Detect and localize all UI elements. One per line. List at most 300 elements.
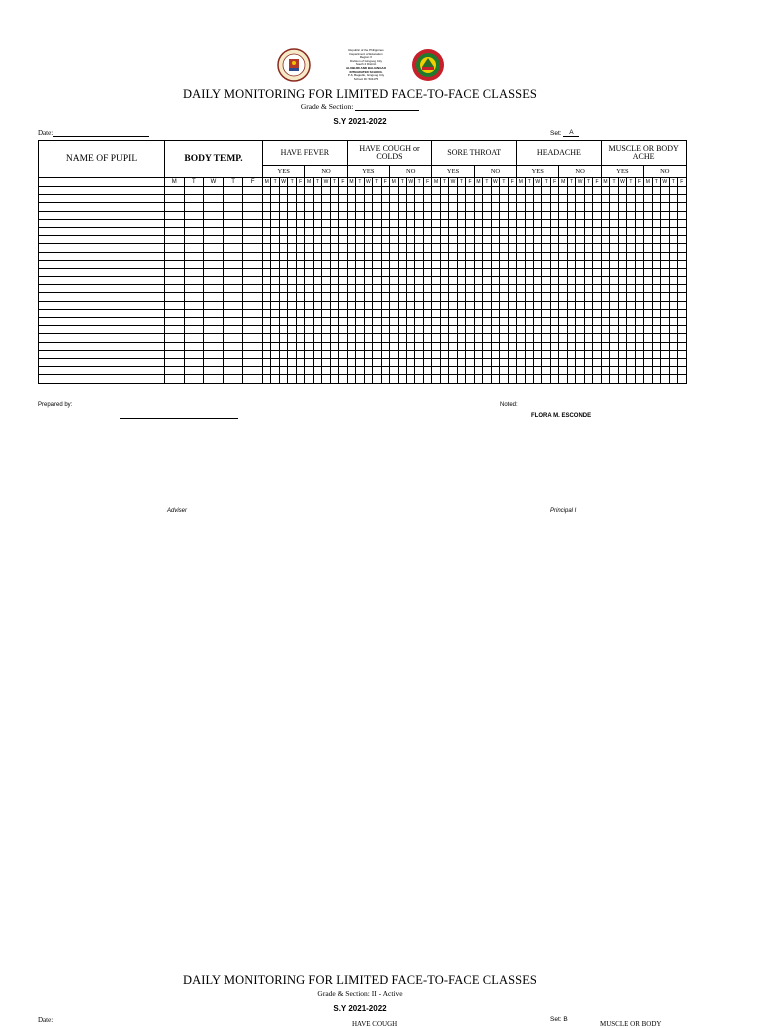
pupil-name-cell[interactable]	[39, 236, 165, 244]
symptom-check-cell[interactable]	[508, 367, 516, 375]
symptom-check-cell[interactable]	[330, 350, 338, 358]
symptom-check-cell[interactable]	[576, 219, 584, 227]
symptom-check-cell[interactable]	[313, 350, 321, 358]
symptom-check-cell[interactable]	[525, 375, 533, 383]
symptom-check-cell[interactable]	[457, 293, 465, 301]
symptom-check-cell[interactable]	[584, 244, 592, 252]
symptom-check-cell[interactable]	[313, 326, 321, 334]
symptom-check-cell[interactable]	[618, 203, 626, 211]
pupil-name-cell[interactable]	[39, 375, 165, 383]
symptom-check-cell[interactable]	[296, 244, 304, 252]
symptom-check-cell[interactable]	[415, 309, 423, 317]
temp-cell[interactable]	[204, 326, 224, 334]
symptom-check-cell[interactable]	[390, 358, 398, 366]
symptom-check-cell[interactable]	[669, 309, 677, 317]
symptom-check-cell[interactable]	[449, 301, 457, 309]
symptom-check-cell[interactable]	[474, 260, 482, 268]
symptom-check-cell[interactable]	[322, 227, 330, 235]
symptom-check-cell[interactable]	[584, 367, 592, 375]
symptom-check-cell[interactable]	[584, 227, 592, 235]
symptom-check-cell[interactable]	[279, 211, 287, 219]
symptom-check-cell[interactable]	[635, 252, 643, 260]
symptom-check-cell[interactable]	[440, 350, 448, 358]
symptom-check-cell[interactable]	[644, 260, 652, 268]
symptom-check-cell[interactable]	[610, 285, 618, 293]
symptom-check-cell[interactable]	[381, 334, 389, 342]
symptom-check-cell[interactable]	[406, 227, 414, 235]
symptom-check-cell[interactable]	[644, 334, 652, 342]
symptom-check-cell[interactable]	[279, 236, 287, 244]
symptom-check-cell[interactable]	[593, 318, 601, 326]
pupil-name-cell[interactable]	[39, 195, 165, 203]
symptom-check-cell[interactable]	[440, 219, 448, 227]
symptom-check-cell[interactable]	[567, 260, 575, 268]
symptom-check-cell[interactable]	[347, 309, 355, 317]
symptom-check-cell[interactable]	[466, 211, 474, 219]
symptom-check-cell[interactable]	[627, 268, 635, 276]
symptom-check-cell[interactable]	[491, 219, 499, 227]
symptom-check-cell[interactable]	[313, 285, 321, 293]
symptom-check-cell[interactable]	[483, 187, 491, 195]
symptom-check-cell[interactable]	[263, 236, 271, 244]
symptom-check-cell[interactable]	[271, 367, 279, 375]
symptom-check-cell[interactable]	[322, 268, 330, 276]
symptom-check-cell[interactable]	[491, 277, 499, 285]
symptom-check-cell[interactable]	[347, 293, 355, 301]
symptom-check-cell[interactable]	[466, 293, 474, 301]
symptom-check-cell[interactable]	[423, 227, 431, 235]
symptom-check-cell[interactable]	[288, 195, 296, 203]
symptom-check-cell[interactable]	[525, 342, 533, 350]
symptom-check-cell[interactable]	[390, 260, 398, 268]
symptom-check-cell[interactable]	[390, 375, 398, 383]
symptom-check-cell[interactable]	[635, 342, 643, 350]
symptom-check-cell[interactable]	[449, 252, 457, 260]
temp-cell[interactable]	[204, 350, 224, 358]
symptom-check-cell[interactable]	[296, 350, 304, 358]
temp-cell[interactable]	[184, 367, 204, 375]
symptom-check-cell[interactable]	[483, 244, 491, 252]
symptom-check-cell[interactable]	[661, 277, 669, 285]
symptom-check-cell[interactable]	[381, 285, 389, 293]
symptom-check-cell[interactable]	[517, 375, 525, 383]
symptom-check-cell[interactable]	[593, 195, 601, 203]
symptom-check-cell[interactable]	[440, 277, 448, 285]
symptom-check-cell[interactable]	[474, 375, 482, 383]
symptom-check-cell[interactable]	[271, 318, 279, 326]
temp-cell[interactable]	[243, 309, 263, 317]
symptom-check-cell[interactable]	[466, 301, 474, 309]
symptom-check-cell[interactable]	[466, 350, 474, 358]
symptom-check-cell[interactable]	[356, 187, 364, 195]
temp-cell[interactable]	[184, 342, 204, 350]
symptom-check-cell[interactable]	[618, 219, 626, 227]
symptom-check-cell[interactable]	[356, 318, 364, 326]
symptom-check-cell[interactable]	[440, 326, 448, 334]
temp-cell[interactable]	[223, 375, 243, 383]
symptom-check-cell[interactable]	[423, 301, 431, 309]
symptom-check-cell[interactable]	[449, 277, 457, 285]
symptom-check-cell[interactable]	[483, 301, 491, 309]
symptom-check-cell[interactable]	[610, 227, 618, 235]
symptom-check-cell[interactable]	[406, 268, 414, 276]
symptom-check-cell[interactable]	[593, 334, 601, 342]
symptom-check-cell[interactable]	[322, 342, 330, 350]
symptom-check-cell[interactable]	[356, 334, 364, 342]
symptom-check-cell[interactable]	[550, 236, 558, 244]
symptom-check-cell[interactable]	[296, 227, 304, 235]
symptom-check-cell[interactable]	[398, 187, 406, 195]
symptom-check-cell[interactable]	[474, 293, 482, 301]
symptom-check-cell[interactable]	[525, 187, 533, 195]
symptom-check-cell[interactable]	[677, 260, 686, 268]
symptom-check-cell[interactable]	[584, 260, 592, 268]
symptom-check-cell[interactable]	[635, 318, 643, 326]
symptom-check-cell[interactable]	[339, 301, 347, 309]
symptom-check-cell[interactable]	[627, 367, 635, 375]
symptom-check-cell[interactable]	[364, 318, 372, 326]
symptom-check-cell[interactable]	[661, 326, 669, 334]
symptom-check-cell[interactable]	[381, 236, 389, 244]
symptom-check-cell[interactable]	[491, 285, 499, 293]
symptom-check-cell[interactable]	[576, 260, 584, 268]
symptom-check-cell[interactable]	[677, 244, 686, 252]
symptom-check-cell[interactable]	[669, 285, 677, 293]
symptom-check-cell[interactable]	[449, 342, 457, 350]
symptom-check-cell[interactable]	[669, 236, 677, 244]
symptom-check-cell[interactable]	[330, 277, 338, 285]
symptom-check-cell[interactable]	[491, 260, 499, 268]
temp-cell[interactable]	[223, 244, 243, 252]
temp-cell[interactable]	[165, 375, 185, 383]
temp-cell[interactable]	[184, 293, 204, 301]
symptom-check-cell[interactable]	[550, 203, 558, 211]
symptom-check-cell[interactable]	[508, 211, 516, 219]
symptom-check-cell[interactable]	[584, 211, 592, 219]
symptom-check-cell[interactable]	[432, 367, 440, 375]
symptom-check-cell[interactable]	[330, 375, 338, 383]
symptom-check-cell[interactable]	[627, 334, 635, 342]
symptom-check-cell[interactable]	[373, 367, 381, 375]
symptom-check-cell[interactable]	[559, 277, 567, 285]
temp-cell[interactable]	[223, 187, 243, 195]
symptom-check-cell[interactable]	[483, 236, 491, 244]
symptom-check-cell[interactable]	[601, 309, 609, 317]
symptom-check-cell[interactable]	[390, 342, 398, 350]
symptom-check-cell[interactable]	[440, 285, 448, 293]
symptom-check-cell[interactable]	[449, 203, 457, 211]
symptom-check-cell[interactable]	[296, 211, 304, 219]
symptom-check-cell[interactable]	[669, 260, 677, 268]
symptom-check-cell[interactable]	[415, 367, 423, 375]
symptom-check-cell[interactable]	[542, 252, 550, 260]
symptom-check-cell[interactable]	[373, 285, 381, 293]
symptom-check-cell[interactable]	[576, 211, 584, 219]
temp-cell[interactable]	[223, 350, 243, 358]
symptom-check-cell[interactable]	[466, 334, 474, 342]
symptom-check-cell[interactable]	[652, 293, 660, 301]
symptom-check-cell[interactable]	[517, 268, 525, 276]
symptom-check-cell[interactable]	[491, 293, 499, 301]
temp-cell[interactable]	[243, 268, 263, 276]
symptom-check-cell[interactable]	[449, 367, 457, 375]
symptom-check-cell[interactable]	[398, 358, 406, 366]
symptom-check-cell[interactable]	[644, 187, 652, 195]
symptom-check-cell[interactable]	[449, 309, 457, 317]
symptom-check-cell[interactable]	[373, 293, 381, 301]
symptom-check-cell[interactable]	[263, 367, 271, 375]
symptom-check-cell[interactable]	[339, 187, 347, 195]
symptom-check-cell[interactable]	[305, 375, 313, 383]
temp-cell[interactable]	[165, 342, 185, 350]
symptom-check-cell[interactable]	[423, 219, 431, 227]
symptom-check-cell[interactable]	[474, 326, 482, 334]
symptom-check-cell[interactable]	[406, 301, 414, 309]
symptom-check-cell[interactable]	[288, 301, 296, 309]
symptom-check-cell[interactable]	[635, 367, 643, 375]
symptom-check-cell[interactable]	[398, 277, 406, 285]
symptom-check-cell[interactable]	[576, 358, 584, 366]
symptom-check-cell[interactable]	[669, 203, 677, 211]
temp-cell[interactable]	[184, 285, 204, 293]
temp-cell[interactable]	[165, 301, 185, 309]
symptom-check-cell[interactable]	[661, 260, 669, 268]
symptom-check-cell[interactable]	[398, 211, 406, 219]
symptom-check-cell[interactable]	[500, 375, 508, 383]
symptom-check-cell[interactable]	[635, 277, 643, 285]
symptom-check-cell[interactable]	[415, 285, 423, 293]
symptom-check-cell[interactable]	[644, 277, 652, 285]
symptom-check-cell[interactable]	[508, 252, 516, 260]
symptom-check-cell[interactable]	[593, 285, 601, 293]
symptom-check-cell[interactable]	[534, 375, 542, 383]
symptom-check-cell[interactable]	[330, 309, 338, 317]
symptom-check-cell[interactable]	[500, 367, 508, 375]
symptom-check-cell[interactable]	[652, 326, 660, 334]
symptom-check-cell[interactable]	[542, 260, 550, 268]
symptom-check-cell[interactable]	[508, 358, 516, 366]
symptom-check-cell[interactable]	[491, 334, 499, 342]
symptom-check-cell[interactable]	[635, 326, 643, 334]
symptom-check-cell[interactable]	[567, 252, 575, 260]
symptom-check-cell[interactable]	[534, 260, 542, 268]
symptom-check-cell[interactable]	[500, 187, 508, 195]
symptom-check-cell[interactable]	[364, 334, 372, 342]
symptom-check-cell[interactable]	[618, 309, 626, 317]
symptom-check-cell[interactable]	[618, 244, 626, 252]
symptom-check-cell[interactable]	[423, 326, 431, 334]
symptom-check-cell[interactable]	[474, 195, 482, 203]
symptom-check-cell[interactable]	[322, 244, 330, 252]
symptom-check-cell[interactable]	[322, 211, 330, 219]
symptom-check-cell[interactable]	[635, 301, 643, 309]
symptom-check-cell[interactable]	[559, 187, 567, 195]
symptom-check-cell[interactable]	[610, 318, 618, 326]
symptom-check-cell[interactable]	[669, 350, 677, 358]
symptom-check-cell[interactable]	[390, 219, 398, 227]
symptom-check-cell[interactable]	[440, 375, 448, 383]
symptom-check-cell[interactable]	[364, 187, 372, 195]
symptom-check-cell[interactable]	[347, 227, 355, 235]
symptom-check-cell[interactable]	[263, 309, 271, 317]
symptom-check-cell[interactable]	[669, 301, 677, 309]
symptom-check-cell[interactable]	[508, 301, 516, 309]
symptom-check-cell[interactable]	[373, 252, 381, 260]
symptom-check-cell[interactable]	[330, 268, 338, 276]
symptom-check-cell[interactable]	[406, 350, 414, 358]
symptom-check-cell[interactable]	[483, 277, 491, 285]
symptom-check-cell[interactable]	[559, 260, 567, 268]
symptom-check-cell[interactable]	[534, 244, 542, 252]
symptom-check-cell[interactable]	[635, 350, 643, 358]
symptom-check-cell[interactable]	[483, 334, 491, 342]
symptom-check-cell[interactable]	[517, 219, 525, 227]
symptom-check-cell[interactable]	[661, 342, 669, 350]
symptom-check-cell[interactable]	[644, 301, 652, 309]
symptom-check-cell[interactable]	[271, 203, 279, 211]
symptom-check-cell[interactable]	[483, 350, 491, 358]
symptom-check-cell[interactable]	[449, 285, 457, 293]
symptom-check-cell[interactable]	[406, 293, 414, 301]
symptom-check-cell[interactable]	[271, 375, 279, 383]
symptom-check-cell[interactable]	[279, 301, 287, 309]
symptom-check-cell[interactable]	[508, 375, 516, 383]
symptom-check-cell[interactable]	[525, 260, 533, 268]
symptom-check-cell[interactable]	[271, 195, 279, 203]
symptom-check-cell[interactable]	[415, 227, 423, 235]
symptom-check-cell[interactable]	[271, 277, 279, 285]
temp-cell[interactable]	[204, 268, 224, 276]
symptom-check-cell[interactable]	[652, 375, 660, 383]
symptom-check-cell[interactable]	[390, 211, 398, 219]
symptom-check-cell[interactable]	[500, 293, 508, 301]
symptom-check-cell[interactable]	[644, 195, 652, 203]
symptom-check-cell[interactable]	[288, 375, 296, 383]
temp-cell[interactable]	[165, 260, 185, 268]
temp-cell[interactable]	[243, 227, 263, 235]
symptom-check-cell[interactable]	[364, 260, 372, 268]
symptom-check-cell[interactable]	[652, 342, 660, 350]
symptom-check-cell[interactable]	[457, 244, 465, 252]
symptom-check-cell[interactable]	[330, 252, 338, 260]
symptom-check-cell[interactable]	[610, 375, 618, 383]
pupil-name-cell[interactable]	[39, 342, 165, 350]
symptom-check-cell[interactable]	[457, 285, 465, 293]
temp-cell[interactable]	[243, 318, 263, 326]
symptom-check-cell[interactable]	[415, 252, 423, 260]
symptom-check-cell[interactable]	[288, 342, 296, 350]
symptom-check-cell[interactable]	[601, 350, 609, 358]
symptom-check-cell[interactable]	[652, 309, 660, 317]
symptom-check-cell[interactable]	[364, 244, 372, 252]
temp-cell[interactable]	[243, 195, 263, 203]
symptom-check-cell[interactable]	[593, 236, 601, 244]
symptom-check-cell[interactable]	[271, 236, 279, 244]
symptom-check-cell[interactable]	[652, 211, 660, 219]
symptom-check-cell[interactable]	[635, 203, 643, 211]
symptom-check-cell[interactable]	[601, 375, 609, 383]
symptom-check-cell[interactable]	[508, 195, 516, 203]
symptom-check-cell[interactable]	[508, 293, 516, 301]
symptom-check-cell[interactable]	[381, 195, 389, 203]
symptom-check-cell[interactable]	[542, 277, 550, 285]
temp-cell[interactable]	[223, 342, 243, 350]
symptom-check-cell[interactable]	[559, 227, 567, 235]
symptom-check-cell[interactable]	[313, 277, 321, 285]
symptom-check-cell[interactable]	[313, 334, 321, 342]
symptom-check-cell[interactable]	[339, 342, 347, 350]
temp-cell[interactable]	[243, 244, 263, 252]
symptom-check-cell[interactable]	[271, 211, 279, 219]
symptom-check-cell[interactable]	[542, 358, 550, 366]
symptom-check-cell[interactable]	[398, 268, 406, 276]
date-field[interactable]: Date:	[38, 128, 149, 137]
symptom-check-cell[interactable]	[508, 285, 516, 293]
temp-cell[interactable]	[204, 203, 224, 211]
symptom-check-cell[interactable]	[457, 219, 465, 227]
symptom-check-cell[interactable]	[525, 195, 533, 203]
symptom-check-cell[interactable]	[677, 268, 686, 276]
symptom-check-cell[interactable]	[593, 375, 601, 383]
symptom-check-cell[interactable]	[483, 358, 491, 366]
temp-cell[interactable]	[184, 334, 204, 342]
symptom-check-cell[interactable]	[271, 342, 279, 350]
symptom-check-cell[interactable]	[263, 203, 271, 211]
symptom-check-cell[interactable]	[500, 342, 508, 350]
symptom-check-cell[interactable]	[330, 244, 338, 252]
symptom-check-cell[interactable]	[601, 219, 609, 227]
symptom-check-cell[interactable]	[534, 342, 542, 350]
symptom-check-cell[interactable]	[601, 268, 609, 276]
symptom-check-cell[interactable]	[584, 301, 592, 309]
symptom-check-cell[interactable]	[466, 203, 474, 211]
temp-cell[interactable]	[243, 326, 263, 334]
symptom-check-cell[interactable]	[500, 260, 508, 268]
symptom-check-cell[interactable]	[593, 293, 601, 301]
symptom-check-cell[interactable]	[517, 285, 525, 293]
symptom-check-cell[interactable]	[271, 244, 279, 252]
symptom-check-cell[interactable]	[390, 326, 398, 334]
symptom-check-cell[interactable]	[313, 293, 321, 301]
symptom-check-cell[interactable]	[271, 301, 279, 309]
symptom-check-cell[interactable]	[567, 244, 575, 252]
symptom-check-cell[interactable]	[483, 285, 491, 293]
symptom-check-cell[interactable]	[305, 358, 313, 366]
symptom-check-cell[interactable]	[525, 293, 533, 301]
symptom-check-cell[interactable]	[491, 187, 499, 195]
symptom-check-cell[interactable]	[534, 350, 542, 358]
symptom-check-cell[interactable]	[449, 227, 457, 235]
temp-cell[interactable]	[243, 375, 263, 383]
symptom-check-cell[interactable]	[330, 318, 338, 326]
symptom-check-cell[interactable]	[381, 260, 389, 268]
temp-cell[interactable]	[165, 203, 185, 211]
temp-cell[interactable]	[223, 309, 243, 317]
symptom-check-cell[interactable]	[534, 358, 542, 366]
symptom-check-cell[interactable]	[356, 326, 364, 334]
symptom-check-cell[interactable]	[550, 285, 558, 293]
symptom-check-cell[interactable]	[423, 293, 431, 301]
symptom-check-cell[interactable]	[466, 309, 474, 317]
symptom-check-cell[interactable]	[644, 350, 652, 358]
symptom-check-cell[interactable]	[559, 375, 567, 383]
symptom-check-cell[interactable]	[364, 367, 372, 375]
symptom-check-cell[interactable]	[263, 285, 271, 293]
symptom-check-cell[interactable]	[457, 211, 465, 219]
symptom-check-cell[interactable]	[610, 350, 618, 358]
symptom-check-cell[interactable]	[305, 195, 313, 203]
symptom-check-cell[interactable]	[661, 301, 669, 309]
